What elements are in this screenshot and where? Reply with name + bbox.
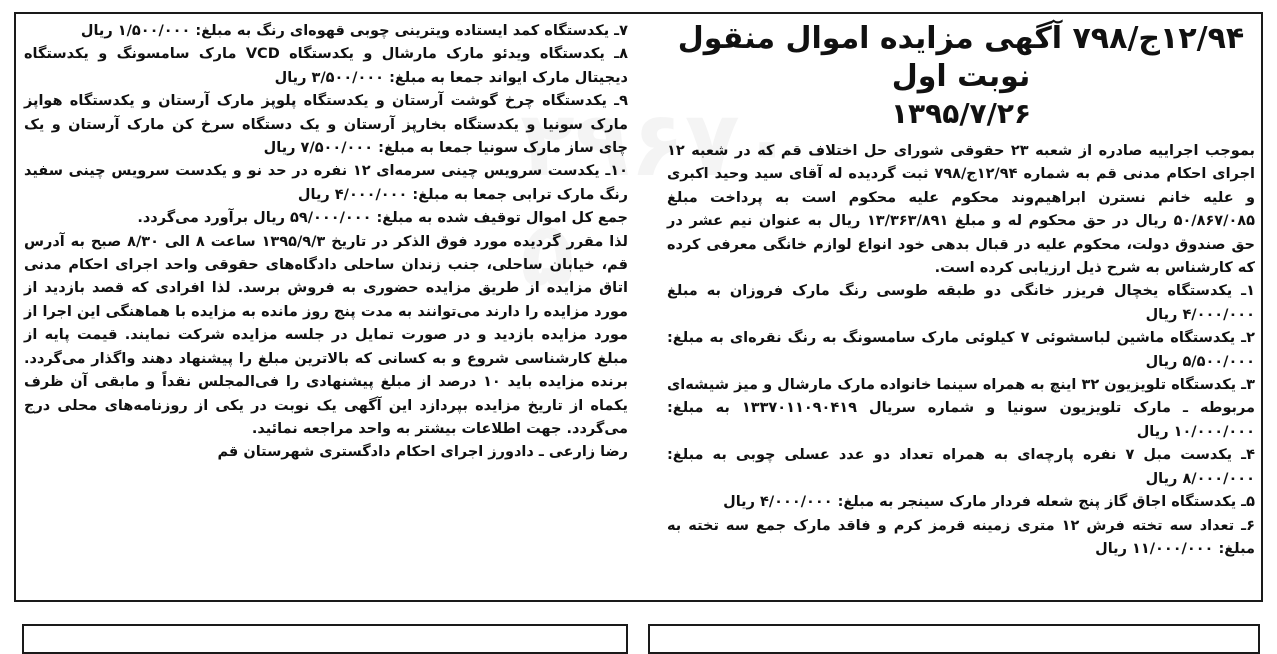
- item-6: ۶ـ تعداد سه تخته فرش ۱۲ متری زمینه قرمز کرم و فاقد مارک جمع سه تخته به مبلغ: ۱۱/۰۰۰/۰۰۰ ریال: [667, 517, 1255, 557]
- auction-terms: لذا مقرر گردیده مورد فوق الذکر در تاریخ ۱۳۹۵/۹/۳ ساعت ۸ الی ۸/۳۰ صبح به آدرس قم، خیابان ساحلی، جنب زندان ساحلی دادگاه‌های حقوقی واحد اجرای احکام مدنی اتاق مزایده از طریق مزایده حضوری به فروش برسد. لذا افرادی که قصد بازدید از مورد مزایده را دارند می‌توانند به مدت پنج روز مانده به مزایده با هماهنگی این اجرا از مورد مزایده بازدید و در صورت تمایل در جلسه مزایده شرکت نمایند. قیمت پایه از مبلغ کارشناسی شروع و به کسانی که بالاترین مبلغ را پیشنهاد دهند واگذار می‌گردد. برنده مزایده باید ۱۰ درصد از مبلغ پیشنهادی را فی‌المجلس نقداً و مابقی آن ظرف یکماه از تاریخ مزایده بپردازد این آگهی یک نوبت در یکی از روزنامه‌های محلی درج می‌گردد. جهت اطلاعات بیشتر به واحد مراجعه نمائید.: [24, 233, 629, 437]
- notice-date: ۱۳۹۵/۷/۲۶: [890, 97, 1032, 130]
- notice-intro: بموجب اجراییه صادره از شعبه ۲۳ حقوقی شورای حل اختلاف قم که در شعبه ۱۲ اجرای احکام مدنی قم به شماره ۱۲/۹۴ج/۷۹۸ ثبت گردیده له آقای سید وحید اکبری و علیه خانم نسترن ابراهیم‌وند محکوم علیه محکوم است به پرداخت مبلغ ۵۰/۸۶۷/۰۸۵ ریال در حق محکوم له و مبلغ ۱۳/۳۶۳/۸۹۱ ریال به عنوان نیم عشر در حق صندوق دولت، محکوم علیه در قبال بدهی خود انواع لوازم خانگی معرفی کرده که کارشناس به شرح ذیل ارزیابی کرده است.: [667, 143, 1256, 277]
- notice-left-column: [24, 20, 628, 465]
- item-1: ۱ـ یکدستگاه یخچال فریزر خانگی دو طبقه طوسی رنگ مارک فروزان به مبلغ ۴/۰۰۰/۰۰۰ ریال: [667, 283, 1255, 323]
- total-amount: جمع کل اموال توقیف شده به مبلغ: ۵۹/۰۰۰/۰۰۰ ریال برآورد می‌گردد.: [137, 210, 628, 227]
- next-notice-box-left: [22, 624, 628, 654]
- item-7: ۷ـ یکدستگاه کمد ایستاده ویترینی چوبی قهوه‌ای رنگ به مبلغ: ۱/۵۰۰/۰۰۰ ریال: [80, 23, 628, 39]
- item-9: ۹ـ یکدستگاه چرخ گوشت آرستان و یکدستگاه پلوپز مارک آرستان و یکدستگاه هواپز مارک سونیا و یکدستگاه بخارپز آرستان و یک دستگاه سرخ کن مارک آرستان و یک چای ساز مارک سونیا جمعا به مبلغ: ۷/۵۰۰/۰۰۰ ریال: [24, 93, 628, 157]
- next-notice-box-right: [648, 624, 1260, 654]
- item-4: ۴ـ یکدست مبل ۷ نفره پارچه‌ای به همراه تعداد دو عدد عسلی چوبی به مبلغ: ۸/۰۰۰/۰۰۰ ریال: [667, 447, 1255, 487]
- notice-right-column: [667, 20, 1255, 561]
- notice-title: ۱۲/۹۴ج/۷۹۸ آگهی مزایده اموال منقول نوبت اول: [677, 21, 1245, 94]
- item-2: ۲ـ یکدستگاه ماشین لباسشوئی ۷ کیلوئی مارک سامسونگ به رنگ نقره‌ای به مبلغ: ۵/۵۰۰/۰۰۰ ریال: [667, 330, 1255, 370]
- item-8: ۸ـ یکدستگاه ویدئو مارک مارشال و یکدستگاه VCD مارک سامسونگ و یکدستگاه دیجیتال مارک ایواند جمعا به مبلغ: ۳/۵۰۰/۰۰۰ ریال: [24, 46, 628, 86]
- item-10: ۱۰ـ یکدست سرویس چینی سرمه‌ای ۱۲ نفره در حد نو و یکدست سرویس چینی سفید رنگ مارک ترابی جمعا به مبلغ: ۴/۰۰۰/۰۰۰ ریال: [24, 163, 628, 203]
- item-3: ۳ـ یکدستگاه تلویزیون ۳۲ اینچ به همراه سینما خانواده مارک مارشال و میز شیشه‌ای مربوطه ـ مارک تلویزیون سونیا و شماره سریال ۱۳۳۷۰۱۱۰۹۰۴۱۹ به مبلغ: ۱۰/۰۰۰/۰۰۰ ریال: [667, 377, 1255, 440]
- item-5: ۵ـ یکدستگاه اجاق گاز پنج شعله فردار مارک سینجر به مبلغ: ۴/۰۰۰/۰۰۰ ریال: [723, 494, 1255, 511]
- signature-line: رضا زارعی ـ دادورز اجرای احکام دادگستری شهرستان قم: [217, 444, 628, 461]
